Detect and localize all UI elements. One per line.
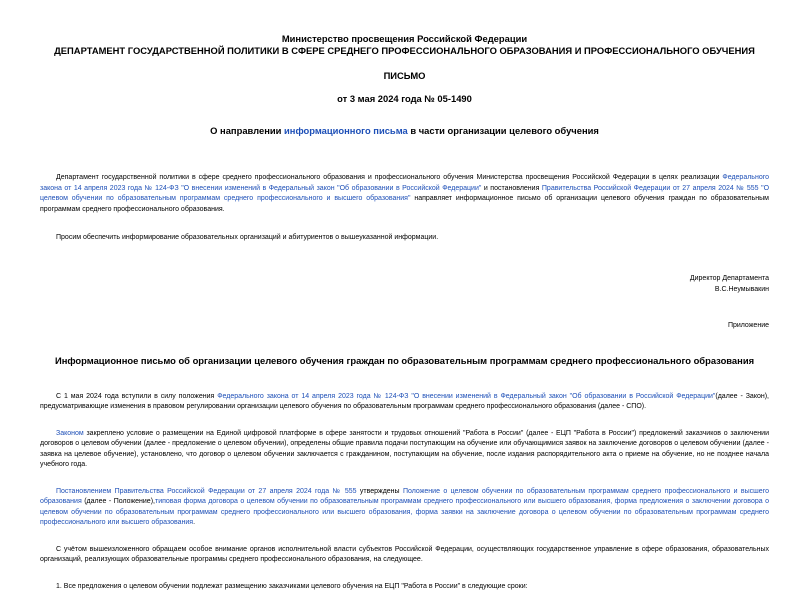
s1-federal-law-link[interactable]: Федерального закона от 14 апреля 2023 года № 124-ФЗ "О внесении изменений в Федеральный закон "Об образовании в Российской Федерации" — [217, 393, 715, 400]
document-type: ПИСЬМО — [40, 70, 769, 82]
intro-paragraph — [40, 173, 769, 215]
s3-forms-link[interactable]: типовая форма договора о целевом обучении по образовательным программам среднего профессионального или высшего образования, форма предложения о заключении договора о целевом обучении по образовательным программам среднего профессионального или высшего образования, форма заявки на заключение договора о целевом обучении по образовательным программам среднего профессионального или высшего образования — [40, 498, 769, 526]
s2-text-1: закреплено условие о размещении на Единой цифровой платформе в сфере занятости и трудовых отношений "Работа в России" (далее - ЕЦП "Работа в России") предложений заказчиков о заключении договоров о целевом обучении (далее - предложение о целевом обучении), определены общие правила подачи поступающим на обучение или обучающимися заявок на заключение договоров о целевом обучении (далее - заявка на целевое обучение), установлено, что договор о целевом обучении заключается с гражданином, поступающим на обучение, после издания распорядительного акта о приеме на обучение, но не позднее начала учебного года. — [40, 430, 769, 469]
federal-law-124-link[interactable]: Федерального закона от 14 апреля 2023 года № 124-ФЗ "О внесении изменений в Федеральный закон "Об образовании в Российской Федерации" — [40, 174, 769, 192]
document-date-number: от 3 мая 2024 года № 05-1490 — [40, 93, 769, 105]
subject-text-before: О направлении — [210, 125, 284, 136]
ministry-name: Министерство просвещения Российской Федерации — [40, 0, 769, 45]
s3-text-1: утверждены — [357, 488, 403, 495]
intro-text-1: Департамент государственной политики в сфере среднего профессионального образования и профессионального обучения Министерства просвещения Российской Федерации в целях реализации — [56, 174, 722, 181]
section-decree-approved — [40, 487, 769, 529]
s1-text-1: С 1 мая 2024 года вступили в силу положения — [56, 393, 217, 400]
s2-law-link[interactable]: Законом — [56, 430, 84, 437]
request-paragraph: Просим обеспечить информирование образовательных организаций и абитуриентов о вышеуказанной информации. — [40, 233, 769, 244]
s3-decree-link[interactable]: Постановлением Правительства Российской Федерации от 27 апреля 2024 года № 555 — [56, 488, 357, 495]
intro-text-2: и постановления — [481, 185, 542, 192]
subject-text-after: в части организации целевого обучения — [408, 125, 599, 136]
section-item-1: 1. Все предложения о целевом обучении подлежат размещению заказчиками целевого обучения на ЕЦП "Работа в России" в следующие сроки: — [40, 582, 769, 592]
section-law-effective — [40, 392, 769, 413]
section-attention: С учётом вышеизложенного обращаем особое внимание органов исполнительной власти субъектов Российской Федерации, осуществляющих государственное управление в сфере образования, образовательных организаций, реализующих образовательные программы среднего профессионального образования, на следующее. — [40, 545, 769, 566]
section-law-conditions — [40, 429, 769, 471]
signatory-position: Директор Департамента — [40, 273, 769, 284]
department-name: ДЕПАРТАМЕНТ ГОСУДАРСТВЕННОЙ ПОЛИТИКИ В СФЕРЕ СРЕДНЕГО ПРОФЕССИОНАЛЬНОГО ОБРАЗОВАНИЯ И ПРОФЕССИОНАЛЬНОГО ОБУЧЕНИЯ — [40, 45, 769, 57]
s3-regulation-link[interactable]: Положение о целевом обучении по образовательным программам среднего профессионального и высшего образования — [40, 488, 769, 506]
intro-text-3: направляет информационное письмо об организации целевого обучения граждан по образовательным программам среднего профессионального образования. — [40, 195, 769, 213]
document-subject — [40, 125, 769, 136]
attachment-label: Приложение — [40, 322, 769, 329]
s1-text-2: (далее - Закон), предусматривающие изменения в правовом регулировании организации целевого обучения по образовательным программам среднего профессионального образования (далее - СПО). — [40, 393, 769, 411]
signatory-name: В.С.Неумывакин — [40, 284, 769, 295]
s3-text-2: (далее - Положение), — [82, 498, 155, 505]
info-letter-title: Информационное письмо об организации целевого обучения граждан по образовательным программам среднего профессионального образования — [40, 355, 769, 366]
government-decree-555-link[interactable]: Правительства Российской Федерации от 27 апреля 2024 № 555 "О целевом обучении по образовательным программам среднего профессионального и высшего образования" — [40, 185, 769, 203]
subject-info-letter-link[interactable]: информационного письма — [284, 125, 408, 136]
s3-text-3: . — [193, 519, 195, 526]
